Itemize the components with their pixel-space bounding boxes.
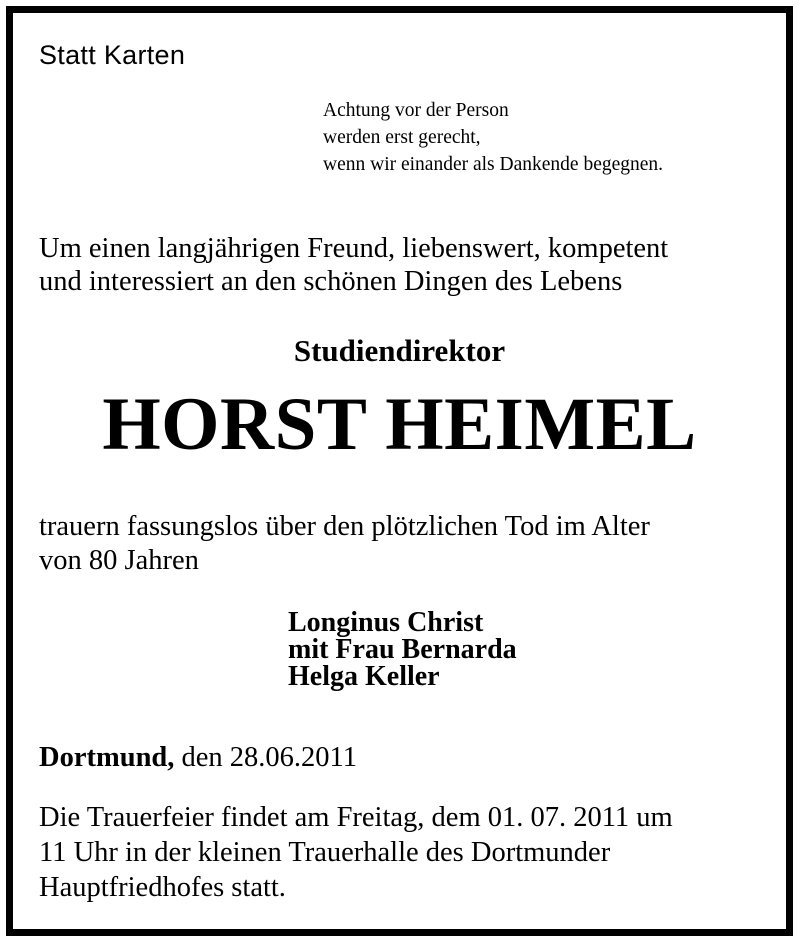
grief-line: von 80 Jahren — [39, 545, 199, 576]
grief-line: trauern fassungslos über den plötzlichen Tod im Alter — [39, 511, 650, 542]
quote-line: Achtung vor der Person — [323, 100, 509, 121]
funeral-service-info — [39, 800, 673, 905]
quote-block — [323, 97, 663, 178]
mourner-name: mit Frau Bernarda — [288, 634, 517, 665]
quote-line: werden erst gerecht, — [323, 127, 481, 148]
service-line: Die Trauerfeier findet am Freitag, dem 01. 07. 2011 um — [39, 802, 673, 833]
intro-line: Um einen langjährigen Freund, liebenswert, kompetent — [39, 233, 669, 264]
dateline-city: Dortmund, — [39, 742, 175, 773]
deceased-title: Studiendirektor — [293, 333, 506, 368]
mourners-list — [288, 609, 517, 690]
mourner-name: Longinus Christ — [288, 607, 484, 638]
quote-line: wenn wir einander als Dankende begegnen. — [323, 154, 664, 175]
service-line: 11 Uhr in der kleinen Trauerhalle des Dortmunder — [39, 837, 611, 868]
intro-line: und interessiert an den schönen Dingen des Lebens — [39, 266, 623, 297]
service-line: Hauptfriedhofes statt. — [39, 872, 286, 903]
notice-header: Statt Karten — [39, 40, 186, 70]
obituary-notice-frame — [6, 6, 793, 936]
mourner-name: Helga Keller — [288, 661, 440, 692]
intro-text — [39, 232, 668, 298]
dateline-date: den 28.06.2011 — [174, 742, 357, 773]
grief-text — [39, 510, 650, 578]
dateline — [39, 741, 357, 775]
deceased-name: HORST HEIMEL — [102, 383, 697, 466]
